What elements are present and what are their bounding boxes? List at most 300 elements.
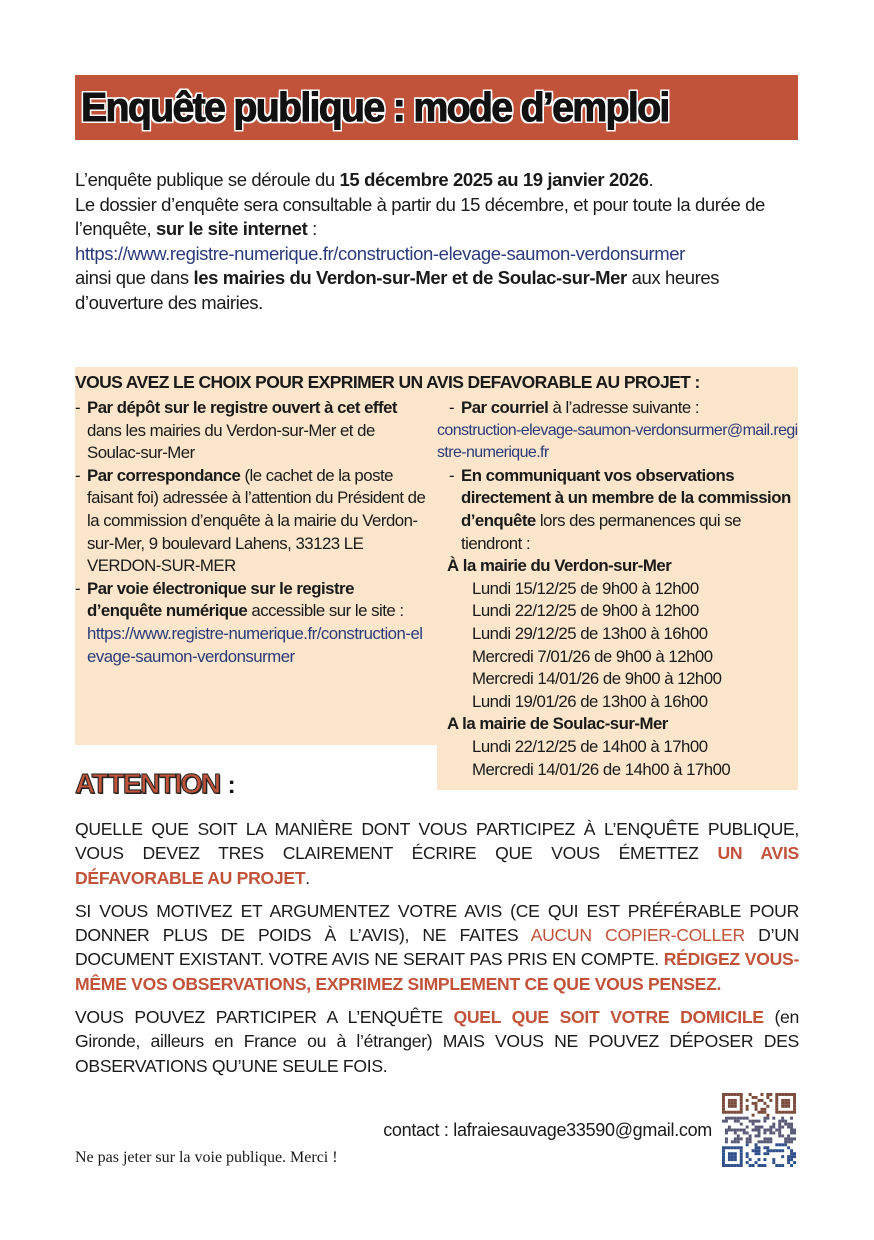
qr-module <box>725 1093 728 1096</box>
qr-module <box>787 1158 790 1161</box>
place-verdon: À la mairie du Verdon-sur-Mer <box>447 556 672 576</box>
qr-module <box>766 1152 769 1155</box>
qr-module <box>755 1146 758 1149</box>
qr-module <box>752 1149 755 1152</box>
qr-module <box>763 1129 766 1132</box>
qr-module <box>784 1105 787 1108</box>
qr-module <box>793 1152 796 1155</box>
qr-module <box>740 1161 743 1164</box>
qr-module <box>772 1117 775 1120</box>
qr-module <box>790 1158 793 1161</box>
qr-module <box>740 1123 743 1126</box>
qr-module <box>755 1129 758 1132</box>
qr-module <box>787 1155 790 1158</box>
qr-module <box>746 1143 749 1146</box>
warnings <box>75 817 799 1087</box>
qr-module <box>728 1152 731 1155</box>
text: D’UN DOCUMENT EXISTANT. VOTRE AVIS NE SERAIT PAS PRIS EN COMPTE. <box>75 925 800 970</box>
qr-module <box>728 1105 731 1108</box>
qr-module <box>740 1117 743 1120</box>
qr-module <box>731 1117 734 1120</box>
qr-module <box>781 1099 784 1102</box>
qr-module <box>784 1140 787 1143</box>
qr-module <box>758 1111 761 1114</box>
qr-module <box>781 1155 784 1158</box>
qr-module <box>728 1129 731 1132</box>
qr-module <box>755 1152 758 1155</box>
option-courriel <box>449 397 798 420</box>
qr-module <box>731 1093 734 1096</box>
qr-module <box>784 1093 787 1096</box>
qr-module <box>740 1108 743 1111</box>
qr-module <box>793 1111 796 1114</box>
text: : <box>227 772 235 799</box>
qr-module <box>769 1093 772 1096</box>
qr-module <box>725 1146 728 1149</box>
warning-1 <box>75 817 799 890</box>
qr-module <box>722 1120 725 1123</box>
qr-module <box>734 1146 737 1149</box>
qr-module <box>722 1161 725 1164</box>
qr-module <box>737 1120 740 1123</box>
qr-module <box>728 1155 731 1158</box>
qr-module <box>787 1111 790 1114</box>
qr-module <box>725 1120 728 1123</box>
qr-module <box>731 1099 734 1102</box>
qr-module <box>793 1093 796 1096</box>
qr-module <box>778 1164 781 1167</box>
qr-module <box>737 1140 740 1143</box>
qr-module <box>781 1093 784 1096</box>
qr-module <box>758 1126 761 1129</box>
qr-module <box>731 1146 734 1149</box>
qr-module <box>722 1093 725 1096</box>
page-title: Enquête publique : mode d’emploi <box>81 84 669 130</box>
qr-module <box>790 1137 793 1140</box>
qr-module <box>731 1105 734 1108</box>
qr-module <box>758 1146 761 1149</box>
qr-module <box>722 1152 725 1155</box>
qr-module <box>775 1149 778 1152</box>
qr-module <box>769 1140 772 1143</box>
text: lors des permanences qui se tiendront : <box>461 510 741 553</box>
qr-module <box>775 1099 778 1102</box>
qr-module <box>755 1096 758 1099</box>
text: . <box>305 867 310 888</box>
dates: 15 décembre 2025 au 19 janvier 2026 <box>339 169 649 190</box>
qr-module <box>775 1111 778 1114</box>
qr-module <box>778 1126 781 1129</box>
qr-module <box>734 1131 737 1134</box>
qr-module <box>781 1111 784 1114</box>
choice-right-column <box>437 397 798 790</box>
qr-module <box>772 1126 775 1129</box>
qr-module <box>731 1152 734 1155</box>
qr-module <box>784 1099 787 1102</box>
qr-module <box>752 1123 755 1126</box>
qr-module <box>755 1161 758 1164</box>
qr-module <box>740 1105 743 1108</box>
qr-module <box>740 1099 743 1102</box>
qr-module <box>749 1137 752 1140</box>
qr-module <box>728 1164 731 1167</box>
qr-module <box>737 1093 740 1096</box>
qr-module <box>737 1146 740 1149</box>
qr-module <box>734 1158 737 1161</box>
qr-module <box>787 1099 790 1102</box>
qr-module <box>787 1126 790 1129</box>
qr-module <box>778 1149 781 1152</box>
qr-module <box>769 1131 772 1134</box>
qr-module <box>760 1126 763 1129</box>
qr-module <box>752 1114 755 1117</box>
qr-module <box>725 1131 728 1134</box>
slot: Lundi 22/12/25 de 9h00 à 12h00 <box>472 601 699 621</box>
qr-module <box>725 1164 728 1167</box>
qr-module <box>766 1129 769 1132</box>
qr-module <box>760 1093 763 1096</box>
qr-module <box>731 1158 734 1161</box>
qr-module <box>766 1096 769 1099</box>
qr-module <box>740 1149 743 1152</box>
qr-module <box>722 1149 725 1152</box>
intro-dossier <box>75 193 799 242</box>
qr-module <box>722 1108 725 1111</box>
qr-module <box>763 1102 766 1105</box>
qr-module <box>734 1120 737 1123</box>
qr-module <box>784 1102 787 1105</box>
qr-module <box>740 1129 743 1132</box>
qr-module <box>746 1117 749 1120</box>
qr-module <box>793 1099 796 1102</box>
qr-module <box>781 1134 784 1137</box>
qr-module <box>775 1093 778 1096</box>
qr-module <box>790 1117 793 1120</box>
qr-module <box>778 1143 781 1146</box>
qr-module <box>758 1164 761 1167</box>
qr-module <box>752 1102 755 1105</box>
warning-3 <box>75 1005 799 1078</box>
highlight: RÉDIGEZ VOUS-MÊME VOS OBSERVATIONS, EXPRIMEZ SIMPLEMENT CE QUE VOUS PENSEZ. <box>75 949 799 994</box>
qr-module <box>755 1134 758 1137</box>
qr-module <box>752 1096 755 1099</box>
qr-module <box>722 1099 725 1102</box>
qr-module <box>734 1117 737 1120</box>
qr-module <box>749 1164 752 1167</box>
qr-module <box>790 1123 793 1126</box>
qr-module <box>781 1120 784 1123</box>
qr-module <box>790 1129 793 1132</box>
qr-module <box>784 1123 787 1126</box>
title-banner <box>75 75 798 140</box>
qr-module <box>734 1099 737 1102</box>
qr-module <box>731 1140 734 1143</box>
text: aux heures d’ouverture des mairies. <box>75 267 720 313</box>
qr-module <box>760 1099 763 1102</box>
qr-module <box>790 1149 793 1152</box>
intro-dates <box>75 168 799 193</box>
qr-module <box>758 1158 761 1161</box>
warning-2 <box>75 899 799 996</box>
place-soulac: A la mairie de Soulac-sur-Mer <box>447 714 668 734</box>
registry-link[interactable]: https://www.registre-numerique.fr/construction-elevage-saumon-verdonsurmer <box>87 623 423 666</box>
qr-module <box>769 1099 772 1102</box>
qr-module <box>775 1105 778 1108</box>
qr-module <box>740 1146 743 1149</box>
qr-module <box>766 1105 769 1108</box>
qr-module <box>752 1129 755 1132</box>
qr-module <box>787 1146 790 1149</box>
text: Par dépôt sur le registre ouvert à cet effet <box>87 398 398 417</box>
qr-module <box>787 1093 790 1096</box>
highlight: AUCUN COPIER-COLLER <box>530 925 745 946</box>
qr-module <box>772 1149 775 1152</box>
qr-module <box>766 1117 769 1120</box>
qr-module <box>749 1093 752 1096</box>
qr-module <box>722 1105 725 1108</box>
qr-module <box>793 1096 796 1099</box>
qr-module <box>790 1155 793 1158</box>
qr-module <box>746 1140 749 1143</box>
qr-module <box>769 1149 772 1152</box>
text: les mairies du Verdon-sur-Mer et de Soulac-sur-Mer <box>193 267 627 288</box>
option-registre <box>75 397 437 465</box>
qr-module <box>758 1129 761 1132</box>
qr-module <box>793 1155 796 1158</box>
qr-module <box>760 1108 763 1111</box>
registry-link[interactable]: https://www.registre-numerique.fr/construction-elevage-saumon-verdonsurmer <box>75 242 685 264</box>
qr-module <box>787 1102 790 1105</box>
qr-module <box>734 1155 737 1158</box>
slot: Lundi 19/01/26 de 13h00 à 16h00 <box>472 691 708 711</box>
qr-module <box>746 1105 749 1108</box>
qr-module <box>740 1155 743 1158</box>
qr-module <box>775 1129 778 1132</box>
qr-module <box>734 1102 737 1105</box>
qr-module <box>758 1131 761 1134</box>
qr-module <box>787 1123 790 1126</box>
text: Le dossier d’enquête sera consultable à partir du 15 décembre, et pour toute la durée de l’enquête, <box>75 193 765 239</box>
qr-module <box>763 1120 766 1123</box>
qr-code-icon[interactable] <box>722 1093 796 1167</box>
qr-module <box>722 1096 725 1099</box>
qr-module <box>755 1108 758 1111</box>
qr-module <box>793 1108 796 1111</box>
text: Par correspondance <box>87 465 241 485</box>
slot: Lundi 15/12/25 de 9h00 à 12h00 <box>472 578 699 598</box>
qr-module <box>758 1149 761 1152</box>
qr-module <box>766 1149 769 1152</box>
qr-module <box>769 1129 772 1132</box>
qr-module <box>722 1102 725 1105</box>
attention-label: ATTENTION <box>75 768 220 799</box>
option-electronique <box>75 578 437 668</box>
qr-module <box>793 1161 796 1164</box>
qr-module <box>763 1140 766 1143</box>
qr-module <box>746 1137 749 1140</box>
qr-module <box>784 1137 787 1140</box>
qr-module <box>760 1164 763 1167</box>
qr-module <box>734 1111 737 1114</box>
text: (le cachet de la poste faisant foi) adressée à l’attention du Président de la commission d’enquête à la mairie du Verdon-sur-Mer, 9 boulevard Lahens, 33123 LE VERDON-SUR-MER <box>87 465 426 576</box>
qr-module <box>763 1131 766 1134</box>
qr-module <box>784 1120 787 1123</box>
qr-module <box>787 1137 790 1140</box>
qr-module <box>749 1120 752 1123</box>
qr-module <box>737 1129 740 1132</box>
qr-module <box>752 1120 755 1123</box>
qr-module <box>746 1152 749 1155</box>
text: dans les mairies du Verdon-sur-Mer et de Soulac-sur-Mer <box>87 420 375 463</box>
qr-module <box>755 1126 758 1129</box>
text: En communiquant vos observations directement à un membre de la commission d’enquête <box>461 465 791 530</box>
qr-module <box>781 1126 784 1129</box>
qr-module <box>746 1108 749 1111</box>
qr-module <box>763 1137 766 1140</box>
qr-module <box>728 1117 731 1120</box>
qr-module <box>737 1117 740 1120</box>
qr-module <box>787 1161 790 1164</box>
qr-module <box>755 1149 758 1152</box>
qr-module <box>743 1129 746 1132</box>
qr-module <box>775 1108 778 1111</box>
qr-module <box>734 1105 737 1108</box>
intro-mairies <box>75 266 799 315</box>
qr-module <box>746 1161 749 1164</box>
qr-module <box>746 1131 749 1134</box>
qr-module <box>734 1140 737 1143</box>
qr-module <box>740 1137 743 1140</box>
contact-email[interactable]: contact : lafraiesauvage33590@gmail.com <box>383 1120 712 1140</box>
text: . <box>648 169 654 190</box>
attention-heading <box>75 768 234 800</box>
qr-module <box>740 1111 743 1114</box>
qr-module <box>766 1137 769 1140</box>
text: VOUS POUVEZ PARTICIPER A L’ENQUÊTE <box>75 1007 454 1028</box>
qr-module <box>781 1117 784 1120</box>
qr-module <box>760 1111 763 1114</box>
qr-module <box>740 1093 743 1096</box>
slot: Mercredi 14/01/26 de 14h00 à 17h00 <box>472 759 731 779</box>
qr-module <box>784 1111 787 1114</box>
email-link[interactable]: construction-elevage-saumon-verdonsurmer@mail.registre-numerique.fr <box>437 421 798 462</box>
qr-module <box>778 1134 781 1137</box>
qr-module <box>734 1093 737 1096</box>
qr-module <box>763 1111 766 1114</box>
slot: Lundi 29/12/25 de 13h00 à 16h00 <box>472 623 708 643</box>
qr-module <box>731 1164 734 1167</box>
qr-module <box>790 1126 793 1129</box>
choice-heading: VOUS AVEZ LE CHOIX POUR EXPRIMER UN AVIS DEFAVORABLE AU PROJET : <box>75 367 798 397</box>
text: sur le site internet <box>155 218 308 239</box>
qr-module <box>769 1126 772 1129</box>
qr-module <box>763 1158 766 1161</box>
qr-module <box>758 1140 761 1143</box>
qr-module <box>790 1111 793 1114</box>
qr-module <box>781 1102 784 1105</box>
qr-module <box>790 1164 793 1167</box>
qr-module <box>737 1164 740 1167</box>
qr-module <box>775 1164 778 1167</box>
qr-module <box>763 1108 766 1111</box>
qr-module <box>755 1102 758 1105</box>
qr-module <box>722 1111 725 1114</box>
intro-text <box>75 168 799 315</box>
qr-module <box>740 1152 743 1155</box>
qr-module <box>731 1129 734 1132</box>
qr-module <box>758 1120 761 1123</box>
text: QUELLE QUE SOIT LA MANIÈRE DONT VOUS PARTICIPEZ À L’ENQUÊTE PUBLIQUE, VOUS DEVEZ TRES CLAIREMENT ÉCRIRE QUE VOUS ÉMETTEZ <box>75 819 799 864</box>
qr-module <box>728 1102 731 1105</box>
qr-module <box>734 1137 737 1140</box>
option-correspondance <box>75 465 437 578</box>
slot: Lundi 22/12/25 de 14h00 à 17h00 <box>472 736 708 756</box>
qr-module <box>722 1164 725 1167</box>
qr-module <box>790 1140 793 1143</box>
qr-module <box>734 1164 737 1167</box>
qr-module <box>725 1117 728 1120</box>
qr-module <box>740 1158 743 1161</box>
choice-left-column <box>75 397 437 745</box>
qr-module <box>778 1131 781 1134</box>
qr-module <box>778 1123 781 1126</box>
qr-module <box>781 1143 784 1146</box>
qr-module <box>781 1164 784 1167</box>
qr-module <box>725 1137 728 1140</box>
qr-module <box>740 1164 743 1167</box>
qr-module <box>775 1102 778 1105</box>
qr-module <box>781 1149 784 1152</box>
qr-module <box>772 1131 775 1134</box>
qr-module <box>728 1158 731 1161</box>
qr-module <box>740 1102 743 1105</box>
qr-module <box>787 1140 790 1143</box>
qr-module <box>793 1129 796 1132</box>
text: accessible sur le site : <box>247 601 404 621</box>
qr-module <box>763 1152 766 1155</box>
qr-module <box>793 1137 796 1140</box>
text: Par courriel <box>461 398 549 417</box>
qr-module <box>758 1099 761 1102</box>
slot: Mercredi 7/01/26 de 9h00 à 12h00 <box>472 646 713 666</box>
qr-module <box>775 1143 778 1146</box>
text: SI VOUS MOTIVEZ ET ARGUMENTEZ VOTRE AVIS (CE QUI EST PRÉFÉRABLE POUR DONNER PLUS DE POIDS À L’AVIS), NE FAITES <box>75 900 799 946</box>
qr-module <box>749 1158 752 1161</box>
qr-module <box>787 1105 790 1108</box>
qr-module <box>778 1093 781 1096</box>
qr-module <box>740 1096 743 1099</box>
qr-module <box>793 1105 796 1108</box>
qr-module <box>752 1164 755 1167</box>
qr-module <box>769 1137 772 1140</box>
qr-module <box>781 1105 784 1108</box>
qr-module <box>722 1146 725 1149</box>
text: Par voie électronique sur le registre d’enquête numérique <box>87 578 354 621</box>
qr-module <box>766 1114 769 1117</box>
qr-module <box>772 1161 775 1164</box>
highlight: UN AVIS DÉFAVORABLE AU PROJET <box>75 843 799 888</box>
qr-module <box>725 1111 728 1114</box>
qr-module <box>787 1134 790 1137</box>
qr-module <box>743 1131 746 1134</box>
qr-module <box>746 1155 749 1158</box>
qr-module <box>731 1111 734 1114</box>
qr-module <box>778 1120 781 1123</box>
qr-module <box>766 1093 769 1096</box>
qr-module <box>775 1096 778 1099</box>
qr-module <box>731 1102 734 1105</box>
qr-module <box>722 1158 725 1161</box>
